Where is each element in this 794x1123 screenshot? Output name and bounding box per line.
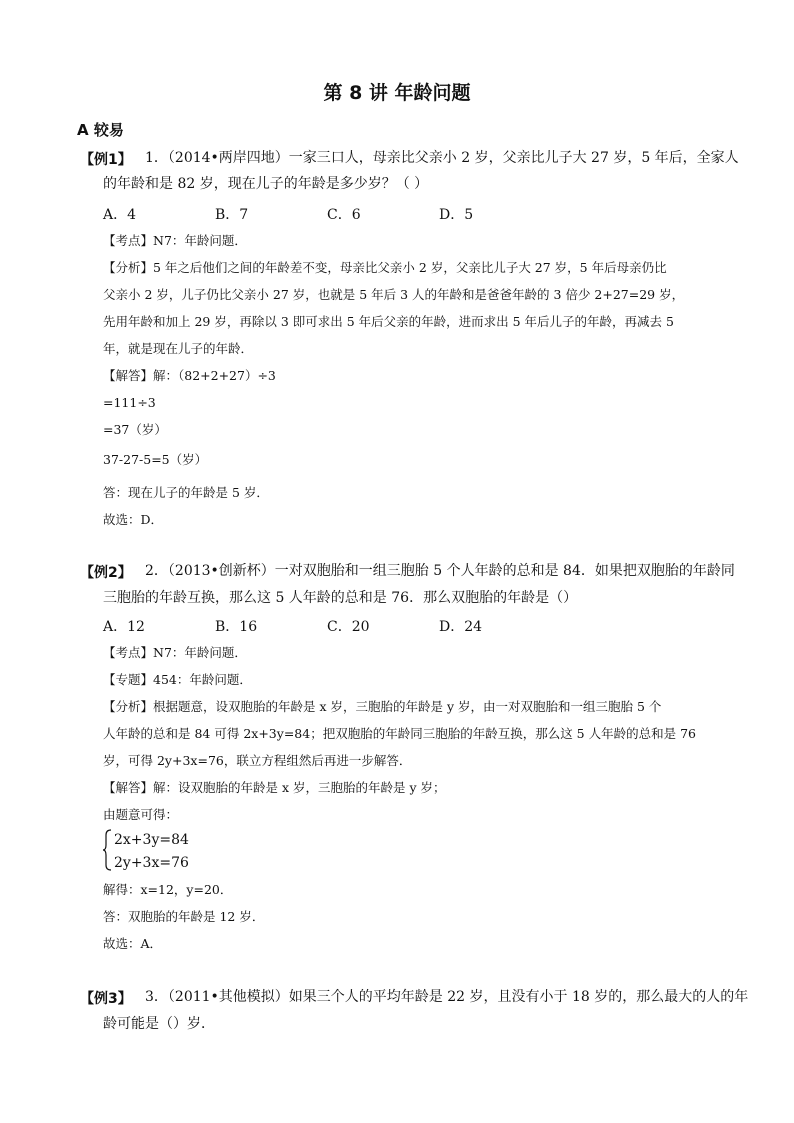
example-1-choice-b: B．7 [215, 207, 249, 223]
example-1-fenxi-line-4: 年，就是现在儿子的年龄． [103, 341, 254, 356]
example-1-fenxi-line-3: 先用年龄和加上 29 岁，再除以 3 即可求出 5 年后父亲的年龄，进而求出 5 年后儿子的年龄，再减去 5 [103, 314, 674, 329]
example-1-answer: 答：现在儿子的年龄是 5 岁． [103, 485, 269, 500]
example-1-jieda-line-1: 【解答】解：（82+2+27）÷3 [103, 368, 276, 383]
example-2-question-line-1: 2．（2013•创新杯）一对双胞胎和一组三胞胎 5 个人年龄的总和是 84．如果把双胞胎的年龄同 [145, 563, 735, 579]
example-1-fenxi-line-1: 【分析】5 年之后他们之间的年龄差不变，母亲比父亲小 2 岁，父亲比儿子大 27 岁，5 年后母亲仍比 [103, 260, 667, 275]
example-2-kaodian: 【考点】N7：年龄问题． [103, 645, 247, 660]
equation-1: 2x+3y=84 [114, 832, 189, 848]
example-3-question-line-1: 3．（2011•其他模拟）如果三个人的平均年龄是 22 岁，且没有小于 18 岁的，那么最大的人的年 [145, 989, 749, 1005]
example-2-fenxi-line-2: 人年龄的总和是 84 可得 2x+3y=84；把双胞胎的年龄同三胞胎的年龄互换，那么这 5 人年龄的总和是 76 [103, 726, 696, 741]
section-heading: A 较易 [77, 121, 124, 139]
example-1-kaodian: 【考点】N7：年龄问题． [103, 233, 247, 248]
equation-brace [102, 829, 112, 871]
example-2-fenxi-line-1: 【分析】根据题意，设双胞胎的年龄是 x 岁，三胞胎的年龄是 y 岁，由一对双胞胎和一组三胞胎 5 个 [103, 699, 662, 714]
example-2-jieda-line-2: 由题意可得： [103, 807, 179, 822]
example-1-choice-a: A．4 [103, 207, 137, 223]
page-title: 第 8 讲 年龄问题 [323, 82, 471, 104]
example-2-answer: 答：双胞胎的年龄是 12 岁． [103, 909, 265, 924]
example-1-jieda-line-3: =37（岁） [103, 422, 167, 437]
example-2-tag: 【例2】 [80, 565, 132, 581]
example-2-choice-result: 故选：A． [103, 936, 163, 951]
example-2-choice-a: A．12 [103, 619, 145, 635]
example-1-tag: 【例1】 [80, 152, 132, 168]
example-2-fenxi-line-3: 岁，可得 2y+3x=76，联立方程组然后再进一步解答． [103, 753, 412, 768]
example-1-choice-result: 故选：D． [103, 512, 164, 527]
example-3-tag: 【例3】 [80, 991, 132, 1007]
example-2-jieda-line-1: 【解答】解：设双胞胎的年龄是 x 岁，三胞胎的年龄是 y 岁； [103, 780, 446, 795]
example-1-choice-c: C．6 [327, 207, 361, 223]
example-2-choice-d: D．24 [439, 619, 483, 635]
example-2-zhuanti: 【专题】454：年龄问题． [103, 672, 252, 687]
example-1-jieda-line-4: 37-27-5=5（岁） [103, 452, 208, 467]
example-2-solution: 解得：x=12，y=20． [103, 882, 233, 897]
example-2-choice-b: B．16 [215, 619, 258, 635]
example-1-fenxi-line-2: 父亲小 2 岁，儿子仍比父亲小 27 岁，也就是 5 年后 3 人的年龄和是爸爸年龄的 3 倍少 2+27=29 岁， [103, 287, 685, 302]
example-3-question-line-2: 龄可能是（）岁． [103, 1016, 215, 1032]
example-1-question-line-1: 1．（2014•两岸四地）一家三口人，母亲比父亲小 2 岁，父亲比儿子大 27 岁，5 年后，全家人 [145, 150, 739, 166]
example-1-jieda-line-2: =111÷3 [103, 395, 156, 410]
equation-2: 2y+3x=76 [114, 855, 189, 871]
example-1-choice-d: D．5 [439, 207, 474, 223]
example-2-choice-c: C．20 [327, 619, 370, 635]
example-1-question-line-2: 的年龄和是 82 岁，现在儿子的年龄是多少岁？（ ） [103, 176, 429, 192]
example-2-question-line-2: 三胞胎的年龄互换，那么这 5 人年龄的总和是 76．那么双胞胎的年龄是（） [103, 590, 578, 606]
